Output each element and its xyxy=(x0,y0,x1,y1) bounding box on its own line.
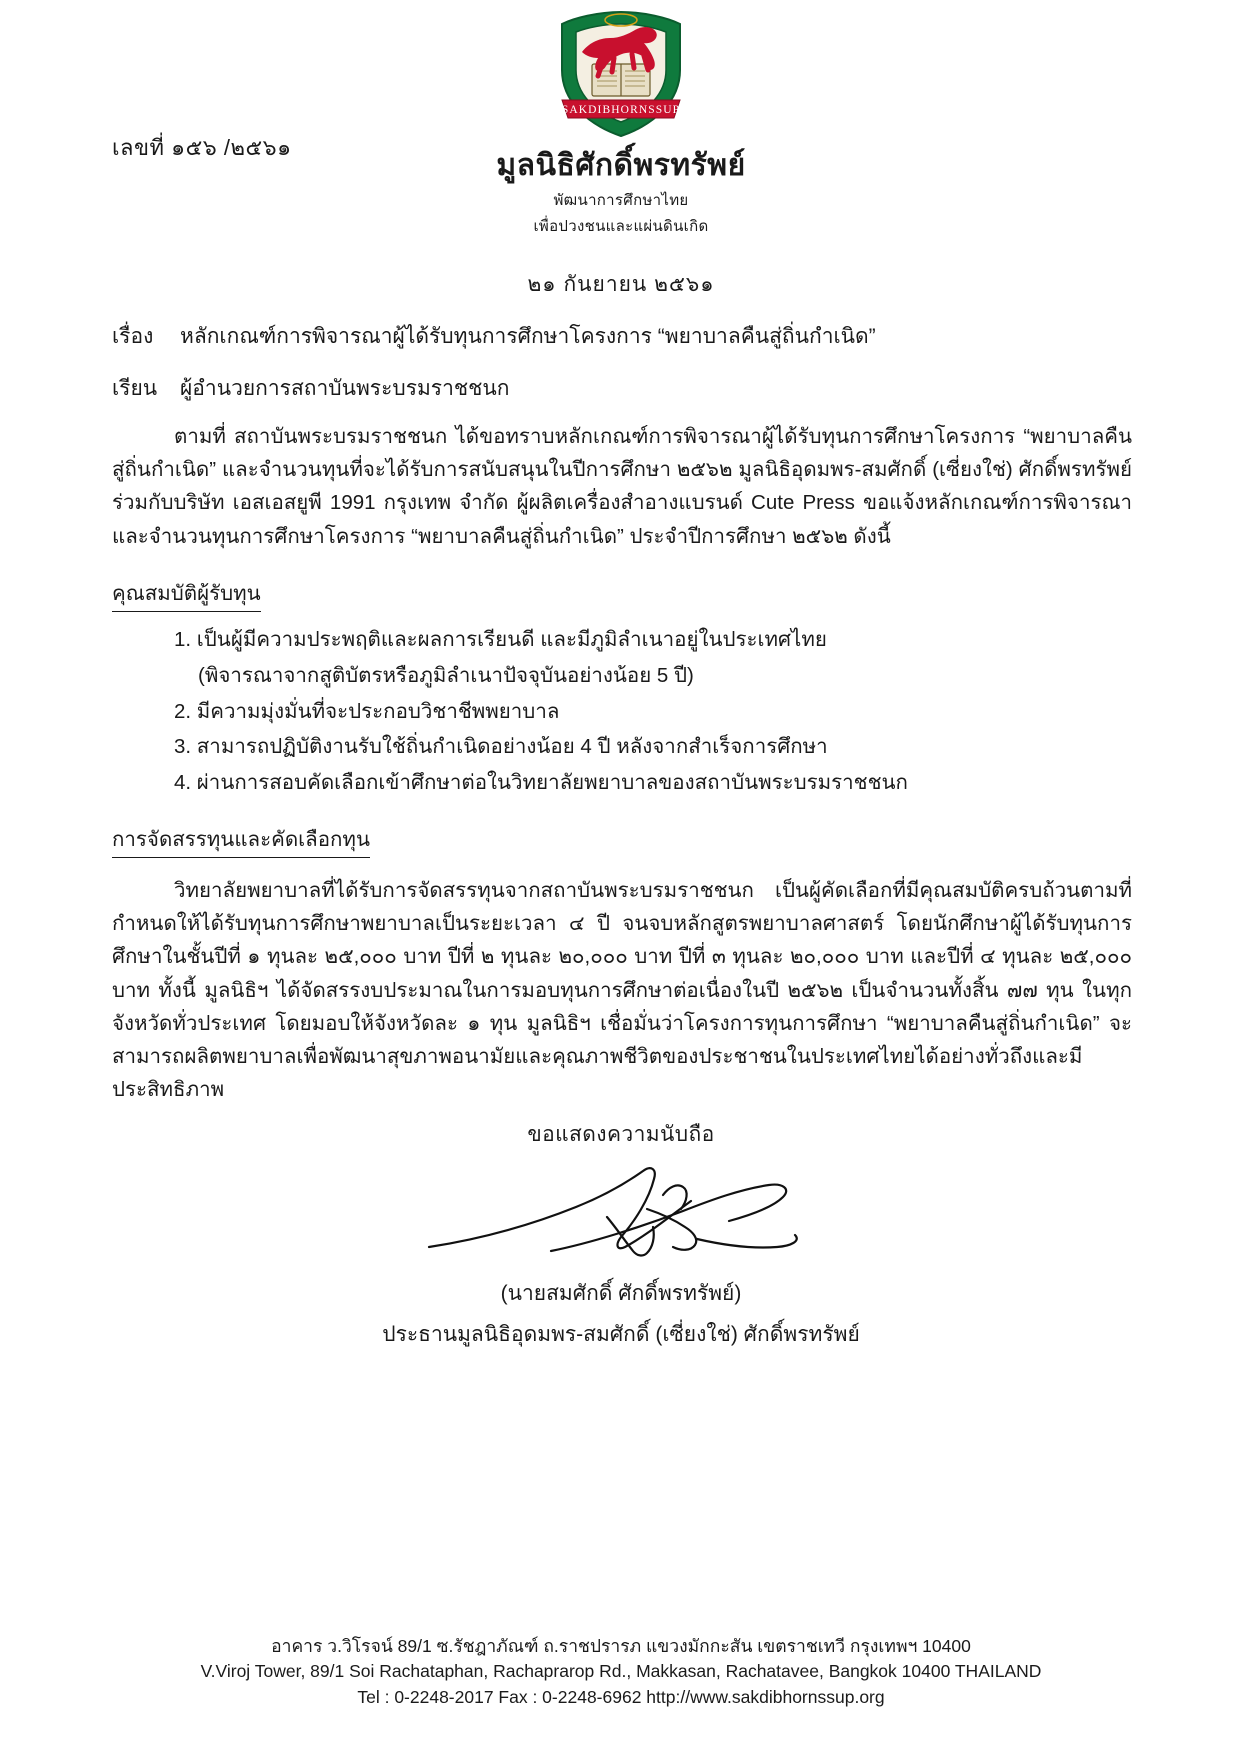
list-item: 4. ผ่านการสอบคัดเลือกเข้าศึกษาต่อในวิทยาลัยพยาบาลของสถาบันพระบรมราชชนก xyxy=(174,771,908,795)
subject-label: เรื่อง xyxy=(112,325,154,348)
allocation-paragraph: วิทยาลัยพยาบาลที่ได้รับการจัดสรรทุนจากสถาบันพระบรมราชชนก เป็นผู้คัดเลือกที่มีคุณสมบัติครบถ้วนตามที่กำหนดให้ได้รับทุนการศึกษาพยาบาลเป็นระยะเวลา ๔ ปี จนจบหลักสูตรพยาบาลศาสตร์ โดยนักศึกษาผู้ได้รับทุนการศึกษาในชั้นปีที่ ๑ ทุนละ ๒๕,๐๐๐ บาท ปีที่ ๒ ทุนละ ๒๐,๐๐๐ บาท ปีที่ ๓ ทุนละ ๒๐,๐๐๐ บาท และปีที่ ๔ ทุนละ ๒๕,๐๐๐ บาท ทั้งนี้ มูลนิธิฯ ได้จัดสรรงบประมาณในการมอบทุนการศึกษาต่อเนื่องในปี ๒๕๖๒ เป็นจำนวนทั้งสิ้น ๗๗ ทุน ในทุกจังหวัดทั่วประเทศ โดยมอบให้จังหวัดละ ๑ ทุน มูลนิธิฯ เชื่อมั่นว่าโครงการทุนการศึกษา “พยาบาลคืนสู่ถิ่นกำเนิด” จะสามารถผลิตพยาบาลเพื่อพัฒนาสุขภาพอนามัยและคุณภาพชีวิตของประชาชนในประเทศไทยได้อย่างทั่วถึงและมีประสิทธิภาพ xyxy=(112,879,1132,1102)
subject-value: หลักเกณฑ์การพิจารณาผู้ได้รับทุนการศึกษาโครงการ “พยาบาลคืนสู่ถิ่นกำเนิด” xyxy=(180,325,876,348)
handwritten-signature xyxy=(0,1155,1242,1273)
allocation-section-heading-wrap xyxy=(112,809,1132,864)
list-item: 3. สามารถปฏิบัติงานรับใช้ถิ่นกำเนิดอย่างน้อย 4 ปี หลังจากสำเร็จการศึกษา xyxy=(174,735,828,759)
qualifications-section-heading-wrap xyxy=(112,563,1132,618)
svg-text:SAKDIBHORNSSUP: SAKDIBHORNSSUP xyxy=(561,104,681,116)
list-item: 2. มีความมุ่งมั่นที่จะประกอบวิชาชีพพยาบาล xyxy=(174,699,560,723)
letter-body xyxy=(112,420,1132,1116)
qualifications-list xyxy=(112,624,1132,799)
footer-address-thai: อาคาร ว.วิโรจน์ 89/1 ซ.รัชฎาภัณฑ์ ถ.ราชปรารภ แขวงมักกะสัน เขตราชเทวี กรุงเทพฯ 10400 xyxy=(271,1635,971,1656)
addressee-label: เรียน xyxy=(112,377,158,400)
organization-name: มูลนิธิศักดิ์พรทรัพย์ xyxy=(496,149,746,182)
intro-paragraph: ตามที่ สถาบันพระบรมราชชนก ได้ขอทราบหลักเกณฑ์การพิจารณาผู้ได้รับทุนการศึกษาโครงการ “พยาบาลคืนสู่ถิ่นกำเนิด” และจำนวนทุนที่จะได้รับการสนับสนุนในปีการศึกษา ๒๕๖๒ มูลนิธิอุดมพร-สมศักดิ์ (เซี่ยงใช่) ศักดิ์พรทรัพย์ ร่วมกับบริษัท เอสเอสยูพี 1991 กรุงเทพ จำกัด ผู้ผลิตเครื่องสำอางแบรนด์ Cute Press ขอแจ้งหลักเกณฑ์การพิจารณาและจำนวนทุนการศึกษาโครงการ “พยาบาลคืนสู่ถิ่นกำเนิด” ประจำปีการศึกษา ๒๕๖๒ ดังนี้ xyxy=(112,425,1132,548)
organization-tagline-1: พัฒนาการศึกษาไทย xyxy=(553,192,689,209)
horse-crest-logo xyxy=(536,8,706,140)
list-item: 1. เป็นผู้มีความประพฤติและผลการเรียนดี และมีภูมิลำเนาอยู่ในประเทศไทย xyxy=(174,628,827,652)
regards-text: ขอแสดงความนับถือ xyxy=(527,1123,715,1146)
allocation-section-heading: การจัดสรรทุนและคัดเลือกทุน xyxy=(112,823,370,858)
letterhead-crest xyxy=(0,8,1242,140)
footer-address-english: V.Viroj Tower, 89/1 Soi Rachataphan, Rachaprarop Rd., Makkasan, Rachatavee, Bangkok 10400 THAILAND xyxy=(200,1661,1042,1682)
qualification-note: (พิจารณาจากสูติบัตรหรือภูมิลำเนาปัจจุบันอย่างน้อย 5 ปี) xyxy=(198,663,694,687)
subject-row xyxy=(112,320,876,353)
addressee-row xyxy=(112,372,509,405)
addressee-value: ผู้อำนวยการสถาบันพระบรมราชชนก xyxy=(180,377,510,400)
signature-block xyxy=(0,1118,1242,1351)
letterhead-text xyxy=(0,148,1242,238)
signer-title: ประธานมูลนิธิอุดมพร-สมศักดิ์ (เซี่ยงใช่) ศักดิ์พรทรัพย์ xyxy=(382,1323,860,1346)
document-number: เลขที่ ๑๕๖ /๒๕๖๑ xyxy=(112,135,292,160)
footer-contact: Tel : 0-2248-2017 Fax : 0-2248-6962 http://www.sakdibhornssup.org xyxy=(357,1686,885,1707)
organization-tagline-2: เพื่อปวงชนและแผ่นดินเกิด xyxy=(533,218,709,235)
signer-name: (นายสมศักดิ์ ศักดิ์พรทรัพย์) xyxy=(500,1282,742,1305)
qualifications-section-heading: คุณสมบัติผู้รับทุน xyxy=(112,577,261,612)
document-date: ๒๑ กันยายน ๒๕๖๑ xyxy=(527,273,715,296)
footer xyxy=(0,1634,1242,1710)
